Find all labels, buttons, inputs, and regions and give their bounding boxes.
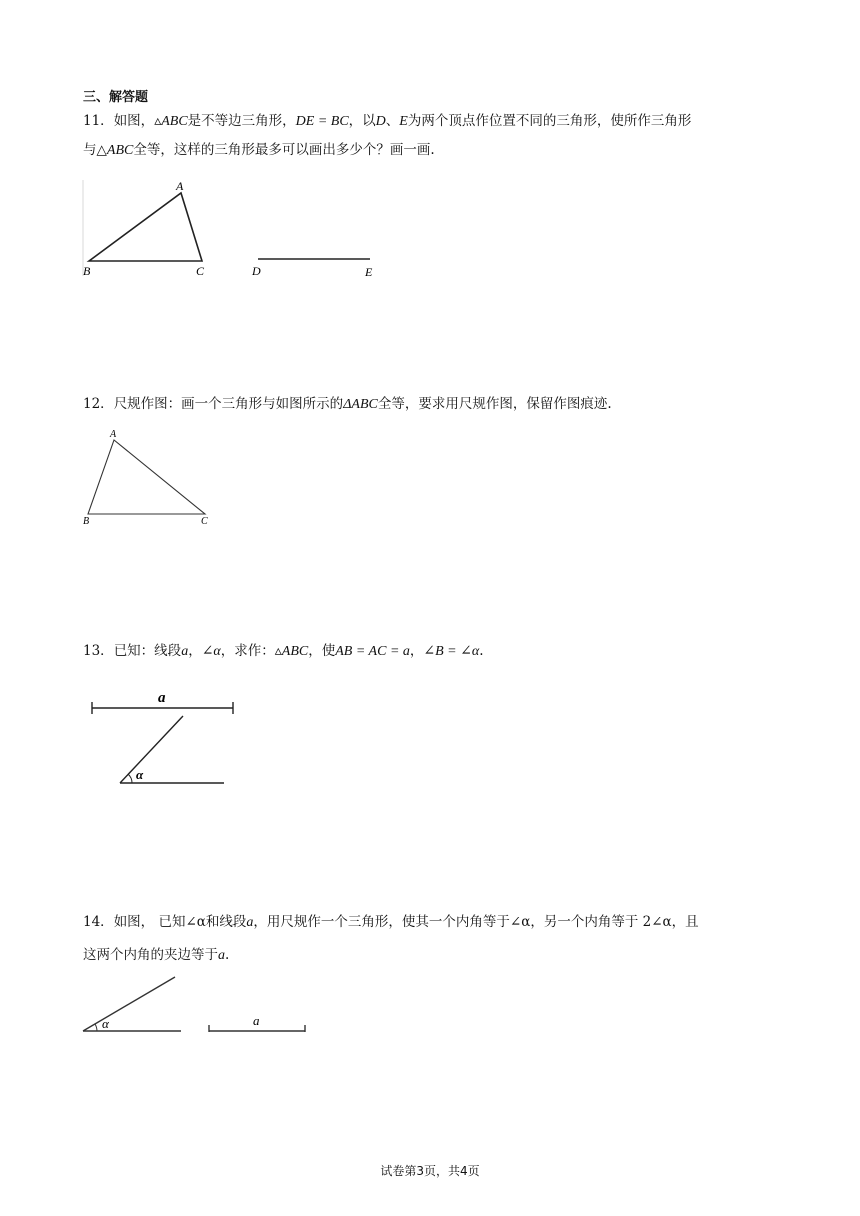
q-text: ，: [409, 643, 424, 659]
q-text: .: [479, 643, 484, 659]
label-a: A: [176, 179, 184, 193]
math: ∠α: [201, 644, 221, 659]
label-c: C: [196, 264, 205, 278]
question-12: [83, 390, 783, 419]
label-b: B: [83, 264, 91, 278]
q-text: 这两个内角的夹边等于: [83, 947, 218, 963]
q-text: 如图， 已知∠α和线段: [113, 914, 247, 930]
label-segment-a: a: [253, 1013, 260, 1028]
math: a: [218, 948, 225, 963]
question-number: 13．: [83, 643, 114, 659]
math: E: [399, 114, 408, 129]
label-alpha: α: [136, 767, 144, 782]
label-a: A: [110, 429, 117, 440]
angle-ray-oblique: [120, 716, 183, 783]
q-text: 全等，这样的三角形最多可以画出多少个？画一画.: [133, 142, 435, 158]
q-text: 与△: [83, 142, 107, 158]
page-footer: 试卷第3页，共4页: [380, 1164, 480, 1178]
math: AB = AC = a: [335, 644, 410, 659]
q13-figure: [92, 690, 233, 783]
math: D: [375, 114, 386, 129]
label-c: C: [201, 516, 208, 527]
q-text: 尺规作图：画一个三角形与如图所示的: [113, 396, 344, 412]
q-text: 、: [385, 113, 400, 129]
math: ▵ABC: [154, 114, 188, 129]
q-text: ，求作：: [220, 643, 275, 659]
label-b: B: [83, 516, 90, 527]
q-text: 如图，: [113, 113, 155, 129]
q-text: 已知：线段: [113, 643, 182, 659]
angle-arc: [128, 774, 132, 783]
q-text: 是不等边三角形，: [187, 113, 296, 129]
q11-figure: [83, 179, 373, 279]
label-segment-a: a: [158, 690, 166, 706]
triangle-abc: [88, 440, 205, 514]
q-text: ，使: [308, 643, 336, 659]
q14-figure: [83, 977, 305, 1032]
q-text: 为两个顶点作位置不同的三角形，使所作三角形: [407, 113, 692, 129]
q-text: 全等，要求用尺规作图，保留作图痕迹.: [377, 396, 612, 412]
question-number: 14．: [83, 914, 114, 930]
q-text: ，: [188, 643, 202, 659]
math: ∠B = ∠α: [423, 644, 480, 659]
q-text: ，用尺规作一个三角形，使其一个内角等于∠α，另一个内角等于 2∠α，且: [253, 914, 699, 930]
question-number: 11．: [83, 113, 114, 129]
question-number: 12．: [83, 396, 114, 412]
math: ▵ABC: [274, 644, 309, 659]
q-text: ，以: [348, 113, 376, 129]
angle-ray-oblique: [83, 977, 175, 1031]
label-alpha: α: [102, 1016, 109, 1031]
triangle-abc: [89, 193, 202, 261]
angle-arc: [95, 1024, 97, 1031]
label-d: D: [252, 264, 261, 278]
label-e: E: [365, 265, 373, 279]
question-13: [83, 637, 783, 666]
q12-figure: [83, 429, 208, 527]
math: a: [246, 915, 254, 930]
math: ABC: [106, 143, 134, 158]
question-14-line-1: [83, 908, 783, 937]
math: DE = BC: [295, 114, 349, 129]
math: a: [181, 644, 189, 659]
q-text: .: [225, 947, 230, 963]
question-14-line-2: [83, 941, 783, 970]
section-title: 三、解答题: [83, 90, 149, 105]
math: ΔABC: [343, 397, 378, 412]
